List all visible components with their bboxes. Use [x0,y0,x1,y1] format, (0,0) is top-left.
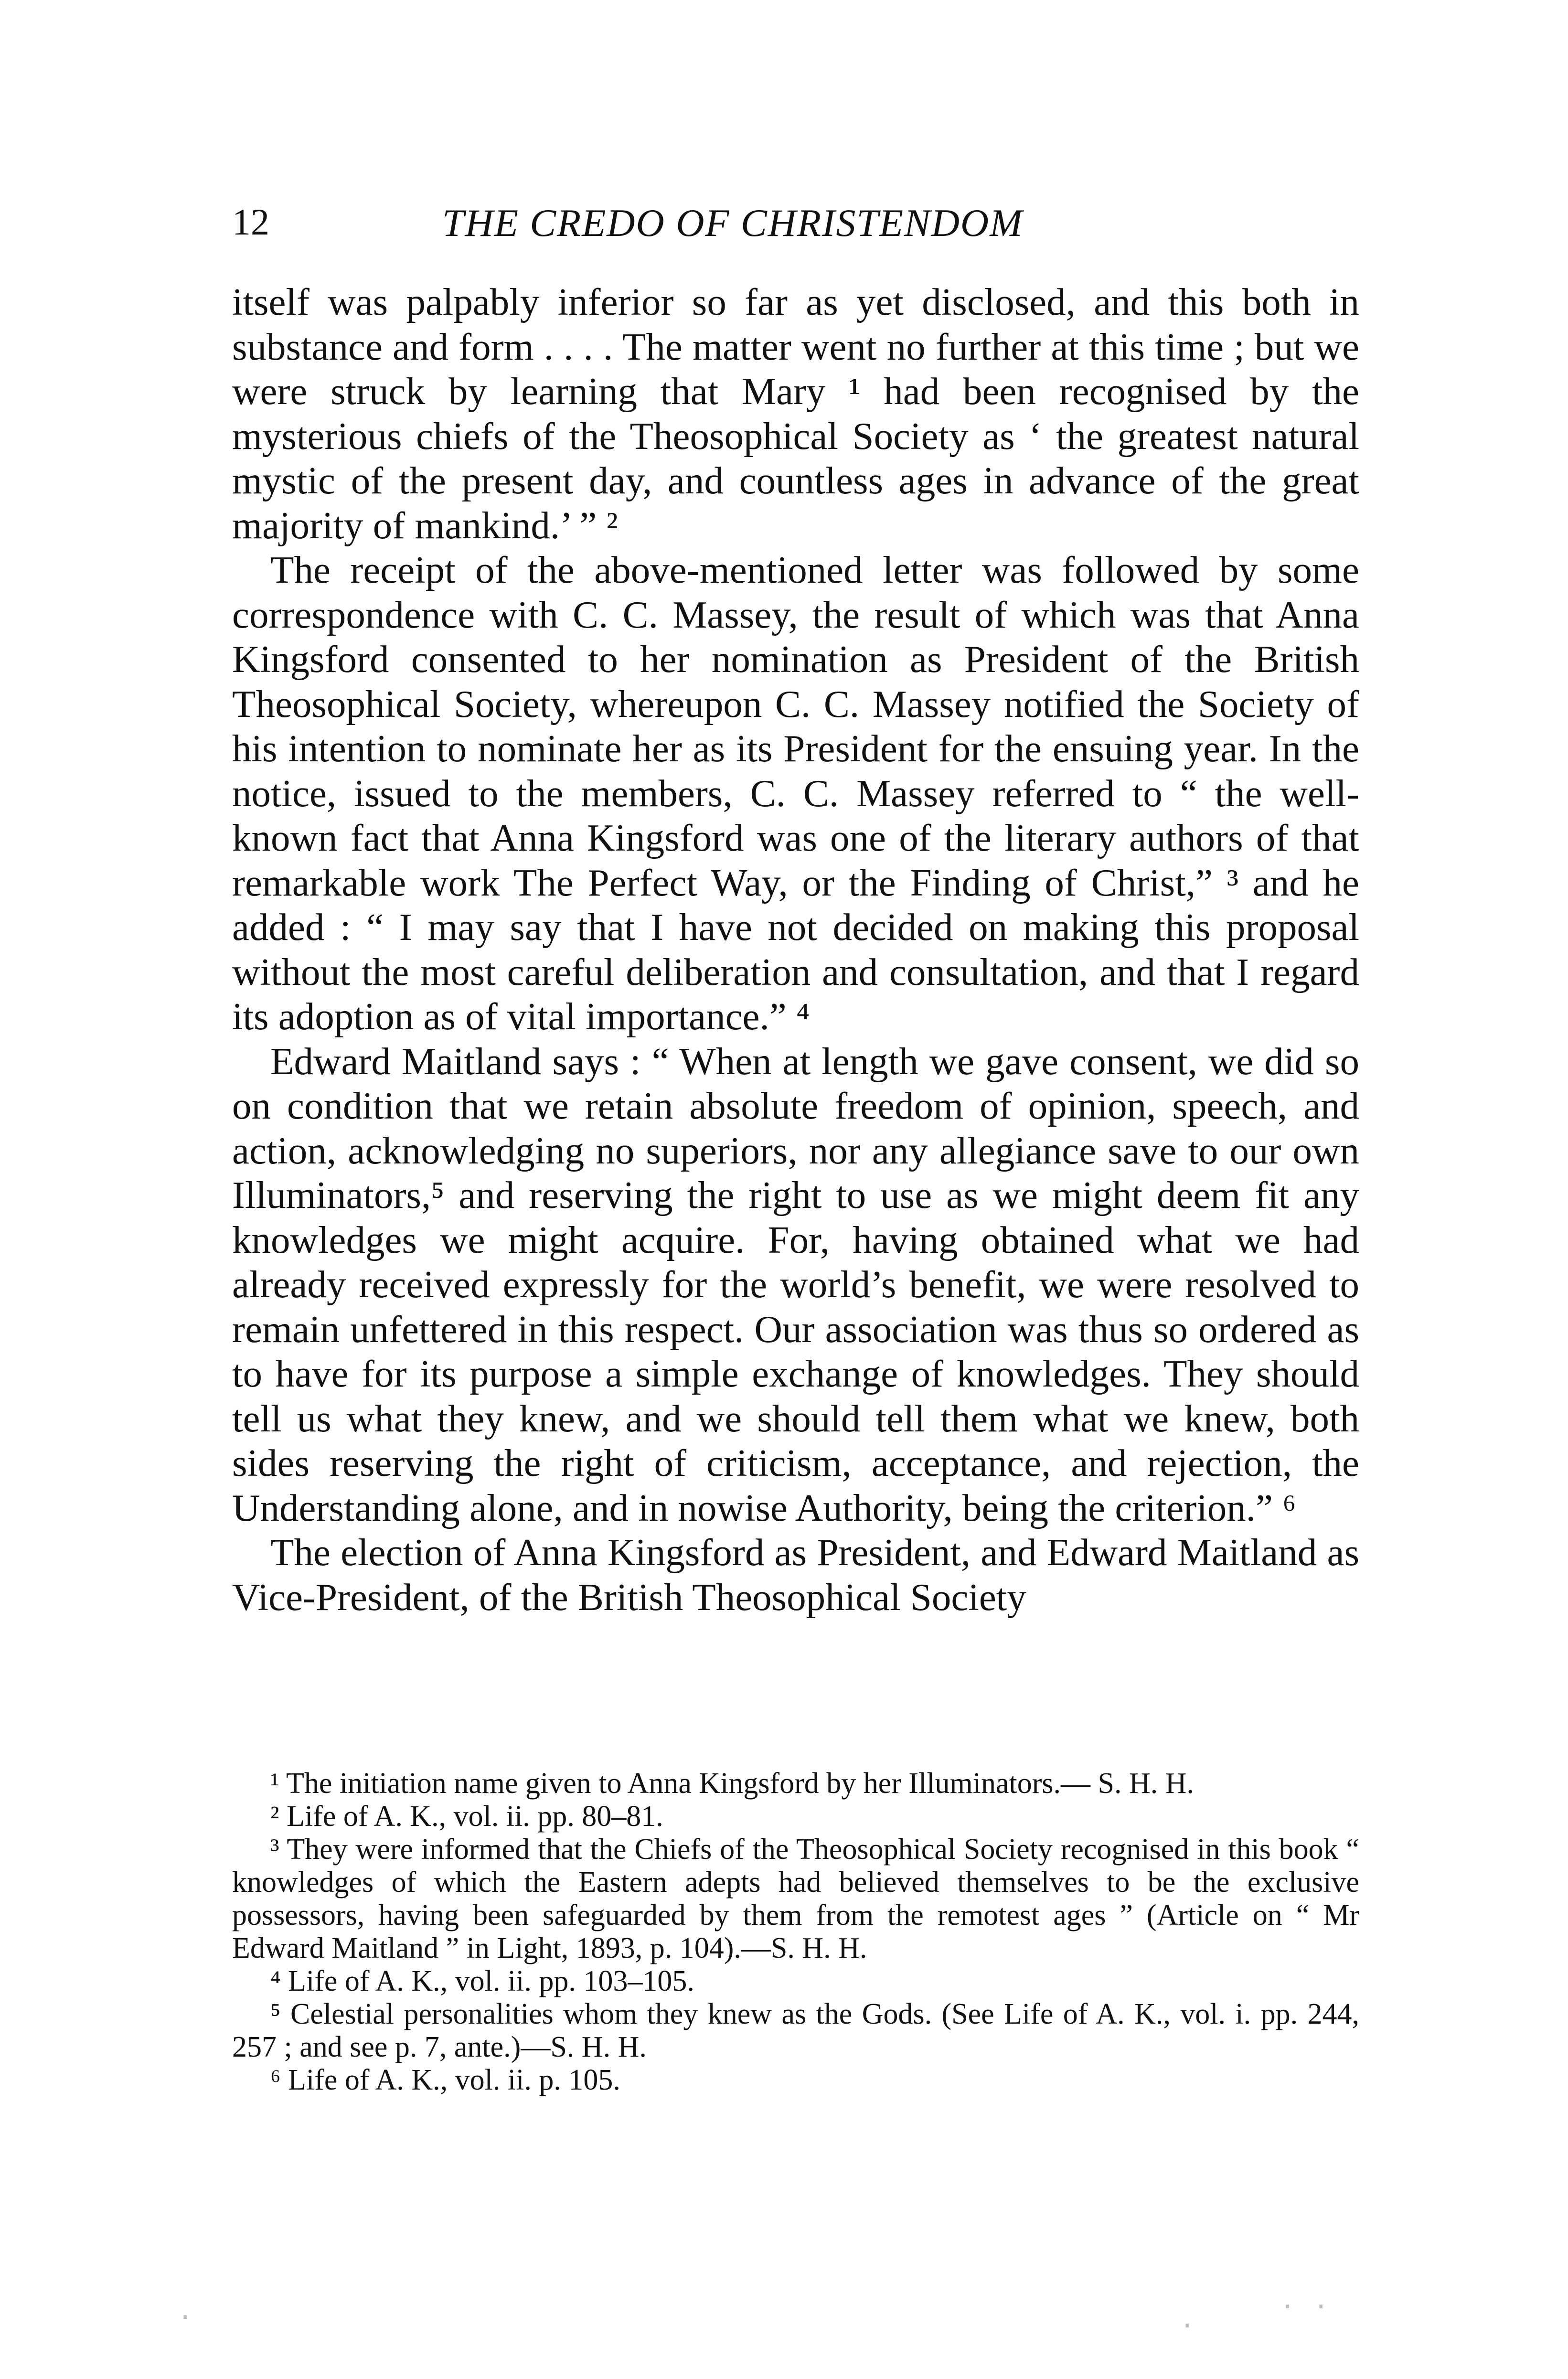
footnote-5: ⁵ Celestial personalities whom they knew as the Gods. (See Life of A. K., vol. i. pp. 244, 257 ; and see p. 7, ante.)—S. H. H. [232,1998,1359,2063]
paragraph-1: itself was palpably inferior so far as yet disclosed, and this both in substance and form . . . . The matter went no further at this time ; but we were struck by learning that Mary ¹ had been recognised by the mysterious chiefs of the Theosophical Society as ‘ the greatest natural mystic of the present day, and countless ages in advance of the great majority of mankind.’ ” ² [232,280,1359,547]
body-text [232,280,1359,1620]
scan-artifact: · [1313,2293,1329,2321]
scan-artifact: · [1280,2293,1295,2321]
paragraph-4: The election of Anna Kingsford as President, and Edward Maitland as Vice-President, of the British Theosophical Society [232,1531,1359,1619]
footnote-6: ⁶ Life of A. K., vol. ii. p. 105. [270,2064,620,2096]
scan-artifact: · [178,2303,193,2332]
page-number: 12 [232,201,269,243]
paragraph-2: The receipt of the above-mentioned letter was followed by some correspondence with C. C. Massey, the result of which was that Anna Kingsford consented to her nomination as President of the British Theosophical Society, whereupon C. C. Massey notified the Society of his intention to nominate her as its President for the ensuing year. In the notice, issued to the members, C. C. Massey referred to “ the well-known fact that Anna Kingsford was one of the literary authors of that remarkable work The Perfect Way, or the Finding of Christ,” ³ and he added : “ I may say that I have not decided on making this proposal without the most careful deliberation and consultation, and that I regard its adoption as of vital importance.” ⁴ [232,548,1359,1038]
running-head [232,201,1359,253]
running-title: THE CREDO OF CHRISTENDOM [442,201,1024,245]
footnotes [232,1767,1359,2097]
footnote-4: ⁴ Life of A. K., vol. ii. pp. 103–105. [270,1965,694,1997]
paragraph-3: Edward Maitland says : “ When at length we gave consent, we did so on condition that we retain absolute freedom of opinion, speech, and action, acknowledging no superiors, nor any allegiance save to our own Illuminators,⁵ and reserving the right to use as we might deem fit any knowledges we might acquire. For, having obtained what we had already received expressly for the world’s benefit, we were resolved to remain unfettered in this respect. Our association was thus so ordered as to have for its purpose a simple exchange of knowledges. They should tell us what they knew, and we should tell them what we knew, both sides reserving the right of criticism, acceptance, and rejection, the Understanding alone, and in nowise Authority, being the criterion.” ⁶ [232,1039,1359,1529]
footnote-3: ³ They were informed that the Chiefs of the Theosophical Society recognised in this book “ knowledges of which the Eastern adepts had believed themselves to be the exclusive possessors, having been safeguarded by them from the remotest ages ” (Article on “ Mr Edward Maitland ” in Light, 1893, p. 104).—S. H. H. [232,1833,1359,1964]
scan-artifact: · [1180,2312,1195,2340]
footnote-2: ² Life of A. K., vol. ii. pp. 80–81. [270,1800,663,1833]
footnote-1: ¹ The initiation name given to Anna Kingsford by her Illuminators.— S. H. H. [270,1767,1195,1800]
